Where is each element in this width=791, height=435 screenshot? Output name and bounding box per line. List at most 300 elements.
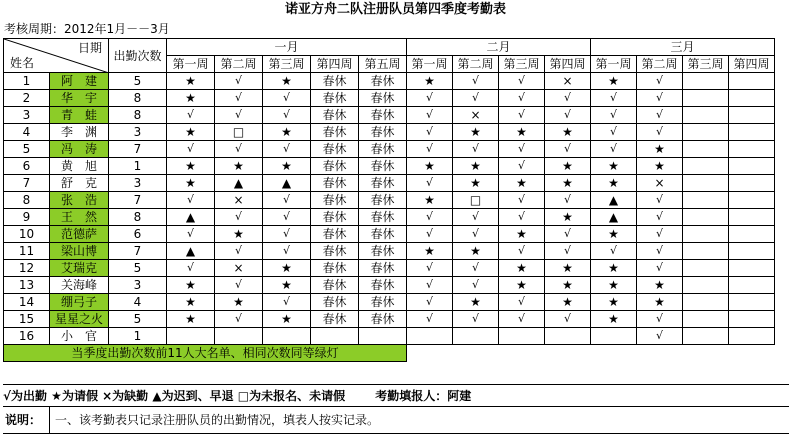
- month-feb: 二月: [407, 39, 591, 56]
- attendance-mark: [683, 90, 729, 107]
- member-name: 华 宇: [50, 90, 109, 107]
- attendance-mark: ★: [499, 175, 545, 192]
- week-header-jan-4: 第四周: [311, 56, 359, 73]
- attendance-mark: [729, 175, 775, 192]
- attendance-mark: ★: [453, 158, 499, 175]
- attendance-mark: ★: [545, 158, 591, 175]
- member-name: 艾瑞克: [50, 260, 109, 277]
- attendance-mark: √: [637, 124, 683, 141]
- attendance-mark: √: [499, 243, 545, 260]
- member-name: 阿 建: [50, 73, 109, 90]
- week-header-jan-1: 第一周: [167, 56, 215, 73]
- attendance-count: 8: [109, 90, 167, 107]
- table-row: [4, 328, 775, 345]
- attendance-mark: ★: [499, 277, 545, 294]
- attendance-mark: [683, 73, 729, 90]
- attendance-mark: √: [263, 226, 311, 243]
- sheet-title: 诺亚方舟二队注册队员第四季度考勤表: [284, 2, 506, 17]
- attendance-mark: √: [263, 294, 311, 311]
- attendance-mark: [683, 260, 729, 277]
- attendance-mark: ★: [167, 311, 215, 328]
- attendance-mark: [729, 158, 775, 175]
- attendance-mark: √: [453, 226, 499, 243]
- attendance-mark: [359, 328, 407, 345]
- attendance-mark: [311, 328, 359, 345]
- attendance-mark: 春休: [359, 209, 407, 226]
- table-row: [4, 277, 775, 294]
- attendance-mark: ★: [167, 90, 215, 107]
- attendance-mark: √: [499, 90, 545, 107]
- attendance-mark: 春休: [311, 243, 359, 260]
- attendance-mark: [263, 328, 311, 345]
- attendance-mark: ▲: [215, 175, 263, 192]
- row-number: 8: [4, 192, 50, 209]
- attendance-mark: 春休: [359, 243, 407, 260]
- attendance-mark: ★: [407, 158, 453, 175]
- attendance-count: 5: [109, 311, 167, 328]
- attendance-mark: √: [167, 226, 215, 243]
- week-header-jan-2: 第二周: [215, 56, 263, 73]
- attendance-mark: 春休: [311, 124, 359, 141]
- attendance-mark: ★: [167, 73, 215, 90]
- attendance-mark: ★: [263, 73, 311, 90]
- attendance-mark: √: [637, 73, 683, 90]
- attendance-mark: ★: [637, 158, 683, 175]
- member-name: 王 然: [50, 209, 109, 226]
- week-header-mar-4: 第四周: [729, 56, 775, 73]
- attendance-mark: [683, 158, 729, 175]
- footer-notes: [3, 406, 789, 434]
- attendance-mark: ▲: [263, 175, 311, 192]
- member-name: 小 官: [50, 328, 109, 345]
- member-name: 张 浩: [50, 192, 109, 209]
- row-number: 13: [4, 277, 50, 294]
- attendance-mark: ★: [591, 311, 637, 328]
- attendance-mark: 春休: [311, 158, 359, 175]
- attendance-mark: √: [637, 243, 683, 260]
- attendance-mark: [729, 209, 775, 226]
- attendance-count: 4: [109, 294, 167, 311]
- attendance-mark: √: [499, 107, 545, 124]
- attendance-mark: ★: [453, 124, 499, 141]
- attendance-mark: √: [637, 90, 683, 107]
- attendance-mark: √: [215, 243, 263, 260]
- attendance-mark: √: [637, 260, 683, 277]
- table-row: [4, 226, 775, 243]
- attendance-mark: 春休: [359, 141, 407, 158]
- attendance-mark: √: [591, 90, 637, 107]
- attendance-mark: 春休: [359, 277, 407, 294]
- attendance-mark: √: [407, 226, 453, 243]
- legend-text: √为出勤 ★为请假 ×为缺勤 ▲为迟到、早退 □为未报名、未请假: [3, 389, 346, 403]
- member-name: 冯 涛: [50, 141, 109, 158]
- notes-text: 一、该考勤表只记录注册队员的出勤情况，填表人按实记录。: [55, 413, 380, 427]
- attendance-mark: [683, 277, 729, 294]
- attendance-mark: [729, 294, 775, 311]
- attendance-mark: ★: [591, 277, 637, 294]
- attendance-count: 3: [109, 124, 167, 141]
- table-row: [4, 175, 775, 192]
- attendance-mark: 春休: [311, 90, 359, 107]
- attendance-mark: [683, 311, 729, 328]
- table-row: [4, 294, 775, 311]
- attendance-mark: ▲: [167, 209, 215, 226]
- header-diagonal-cell: [4, 39, 109, 73]
- attendance-count: 8: [109, 107, 167, 124]
- attendance-count: 1: [109, 328, 167, 345]
- date-label: 日期: [77, 41, 102, 55]
- attendance-mark: [683, 124, 729, 141]
- member-name: 舒 克: [50, 175, 109, 192]
- attendance-mark: √: [215, 141, 263, 158]
- attendance-mark: √: [499, 311, 545, 328]
- row-number: 3: [4, 107, 50, 124]
- table-row: [4, 124, 775, 141]
- month-mar: 三月: [591, 39, 775, 56]
- attendance-mark: ★: [263, 124, 311, 141]
- attendance-mark: [167, 328, 215, 345]
- attendance-mark: √: [591, 107, 637, 124]
- attendance-mark: ★: [591, 158, 637, 175]
- attendance-mark: ★: [167, 124, 215, 141]
- attendance-mark: [729, 90, 775, 107]
- week-header-jan-3: 第三周: [263, 56, 311, 73]
- attendance-mark: √: [407, 107, 453, 124]
- row-number: 7: [4, 175, 50, 192]
- attendance-mark: [683, 226, 729, 243]
- attendance-mark: √: [453, 277, 499, 294]
- attendance-mark: ★: [215, 226, 263, 243]
- attendance-mark: √: [407, 209, 453, 226]
- attendance-mark: √: [215, 311, 263, 328]
- week-header-jan-5: 第五周: [359, 56, 407, 73]
- attendance-mark: ★: [637, 294, 683, 311]
- table-row: [4, 73, 775, 90]
- attendance-mark: ×: [215, 260, 263, 277]
- row-number: 5: [4, 141, 50, 158]
- attendance-mark: √: [263, 107, 311, 124]
- attendance-mark: 春休: [311, 141, 359, 158]
- row-number: 2: [4, 90, 50, 107]
- attendance-mark: ★: [263, 277, 311, 294]
- attendance-mark: 春休: [359, 175, 407, 192]
- attendance-mark: [729, 311, 775, 328]
- row-number: 9: [4, 209, 50, 226]
- attendance-mark: ×: [453, 107, 499, 124]
- attendance-mark: √: [637, 226, 683, 243]
- attendance-mark: √: [591, 141, 637, 158]
- member-name: 梁山博: [50, 243, 109, 260]
- attendance-mark: [215, 328, 263, 345]
- attendance-mark: √: [499, 192, 545, 209]
- attendance-mark: ★: [591, 260, 637, 277]
- attendance-mark: 春休: [311, 260, 359, 277]
- attendance-mark: 春休: [311, 209, 359, 226]
- week-header-mar-3: 第三周: [683, 56, 729, 73]
- attendance-mark: [683, 141, 729, 158]
- attendance-mark: [729, 243, 775, 260]
- attendance-mark: √: [545, 243, 591, 260]
- attendance-mark: √: [407, 294, 453, 311]
- month-jan: 一月: [167, 39, 407, 56]
- attendance-mark: ★: [215, 294, 263, 311]
- attendance-mark: [407, 328, 453, 345]
- member-name: 关海峰: [50, 277, 109, 294]
- attendance-mark: [729, 328, 775, 345]
- table-row: [4, 209, 775, 226]
- attendance-mark: ▲: [591, 192, 637, 209]
- attendance-mark: √: [499, 158, 545, 175]
- member-name: 青 蛙: [50, 107, 109, 124]
- member-name: 星星之火: [50, 311, 109, 328]
- attendance-mark: ★: [591, 73, 637, 90]
- attendance-mark: 春休: [359, 192, 407, 209]
- row-number: 4: [4, 124, 50, 141]
- attendance-count: 7: [109, 141, 167, 158]
- attendance-mark: [545, 328, 591, 345]
- attendance-mark: 春休: [359, 260, 407, 277]
- attendance-mark: [453, 328, 499, 345]
- attendance-mark: √: [407, 260, 453, 277]
- attendance-count: 1: [109, 158, 167, 175]
- count-header: 出勤次数: [109, 39, 167, 73]
- row-number: 14: [4, 294, 50, 311]
- attendance-mark: [729, 73, 775, 90]
- attendance-mark: [729, 260, 775, 277]
- attendance-mark: ★: [453, 243, 499, 260]
- attendance-mark: ★: [545, 175, 591, 192]
- attendance-mark: √: [637, 209, 683, 226]
- attendance-mark: √: [407, 141, 453, 158]
- attendance-count: 3: [109, 175, 167, 192]
- attendance-mark: √: [453, 260, 499, 277]
- attendance-mark: √: [407, 175, 453, 192]
- attendance-mark: ▲: [591, 209, 637, 226]
- attendance-mark: 春休: [359, 294, 407, 311]
- attendance-mark: ★: [453, 294, 499, 311]
- attendance-mark: ★: [591, 175, 637, 192]
- table-row: [4, 141, 775, 158]
- attendance-mark: ★: [263, 311, 311, 328]
- attendance-mark: √: [591, 243, 637, 260]
- attendance-mark: [591, 328, 637, 345]
- attendance-mark: √: [263, 141, 311, 158]
- attendance-mark: [683, 175, 729, 192]
- week-header-mar-1: 第一周: [591, 56, 637, 73]
- member-name: 绷弓子: [50, 294, 109, 311]
- attendance-mark: ★: [263, 260, 311, 277]
- member-name: 黄 旭: [50, 158, 109, 175]
- attendance-mark: √: [263, 90, 311, 107]
- attendance-mark: 春休: [311, 107, 359, 124]
- attendance-mark: √: [263, 192, 311, 209]
- reporter-label: 考勤填报人：阿建: [375, 389, 472, 403]
- attendance-mark: √: [453, 73, 499, 90]
- attendance-mark: √: [453, 209, 499, 226]
- attendance-mark: [683, 328, 729, 345]
- attendance-count: 8: [109, 209, 167, 226]
- attendance-mark: √: [407, 277, 453, 294]
- row-number: 6: [4, 158, 50, 175]
- attendance-mark: ★: [499, 260, 545, 277]
- attendance-mark: √: [637, 107, 683, 124]
- attendance-mark: ★: [407, 192, 453, 209]
- attendance-mark: ★: [167, 277, 215, 294]
- attendance-mark: ★: [263, 158, 311, 175]
- attendance-mark: [499, 328, 545, 345]
- attendance-mark: √: [591, 124, 637, 141]
- attendance-mark: [729, 226, 775, 243]
- attendance-mark: [683, 243, 729, 260]
- table-row: [4, 90, 775, 107]
- member-name: 范德萨: [50, 226, 109, 243]
- attendance-mark: √: [545, 90, 591, 107]
- attendance-mark: ★: [167, 294, 215, 311]
- attendance-mark: 春休: [359, 226, 407, 243]
- table-row: [4, 311, 775, 328]
- attendance-mark: ★: [215, 158, 263, 175]
- attendance-mark: ★: [545, 277, 591, 294]
- attendance-mark: [683, 192, 729, 209]
- attendance-mark: √: [499, 73, 545, 90]
- attendance-mark: √: [545, 192, 591, 209]
- attendance-mark: ★: [453, 175, 499, 192]
- attendance-mark: √: [215, 209, 263, 226]
- attendance-mark: ×: [215, 192, 263, 209]
- attendance-mark: 春休: [311, 73, 359, 90]
- attendance-mark: [683, 107, 729, 124]
- period-label: 考核周期：2012年1月－－3月: [4, 22, 170, 36]
- attendance-count: 6: [109, 226, 167, 243]
- attendance-mark: [729, 107, 775, 124]
- highlight-note: 当季度出勤次数前11人大名单、相同次数同等绿灯: [4, 345, 407, 362]
- attendance-mark: √: [637, 311, 683, 328]
- notes-label: 说明：: [5, 407, 50, 433]
- attendance-mark: 春休: [311, 311, 359, 328]
- attendance-mark: √: [545, 311, 591, 328]
- attendance-mark: √: [545, 107, 591, 124]
- attendance-mark: ×: [637, 175, 683, 192]
- attendance-mark: √: [637, 328, 683, 345]
- attendance-mark: √: [215, 90, 263, 107]
- attendance-mark: √: [407, 90, 453, 107]
- attendance-mark: √: [453, 90, 499, 107]
- row-number: 11: [4, 243, 50, 260]
- attendance-mark: 春休: [311, 175, 359, 192]
- week-header-mar-2: 第二周: [637, 56, 683, 73]
- attendance-mark: √: [453, 311, 499, 328]
- attendance-mark: [729, 124, 775, 141]
- attendance-mark: ★: [637, 141, 683, 158]
- row-number: 12: [4, 260, 50, 277]
- attendance-count: 7: [109, 192, 167, 209]
- attendance-mark: √: [453, 141, 499, 158]
- table-row: [4, 243, 775, 260]
- row-number: 15: [4, 311, 50, 328]
- attendance-mark: ★: [167, 175, 215, 192]
- attendance-mark: 春休: [311, 226, 359, 243]
- attendance-mark: 春休: [359, 158, 407, 175]
- attendance-count: 7: [109, 243, 167, 260]
- attendance-mark: ▲: [167, 243, 215, 260]
- attendance-mark: √: [637, 192, 683, 209]
- attendance-mark: √: [407, 311, 453, 328]
- attendance-mark: 春休: [359, 73, 407, 90]
- attendance-mark: [683, 294, 729, 311]
- attendance-mark: [729, 192, 775, 209]
- attendance-mark: ★: [545, 260, 591, 277]
- week-header-feb-4: 第四周: [545, 56, 591, 73]
- attendance-mark: √: [499, 294, 545, 311]
- attendance-mark: ★: [591, 226, 637, 243]
- attendance-mark: √: [263, 243, 311, 260]
- attendance-mark: 春休: [359, 311, 407, 328]
- attendance-mark: [683, 209, 729, 226]
- attendance-mark: √: [499, 209, 545, 226]
- week-header-feb-3: 第三周: [499, 56, 545, 73]
- attendance-mark: 春休: [359, 107, 407, 124]
- table-row: [4, 158, 775, 175]
- attendance-mark: √: [215, 277, 263, 294]
- attendance-mark: √: [167, 260, 215, 277]
- attendance-mark: ★: [407, 243, 453, 260]
- attendance-mark: √: [545, 141, 591, 158]
- attendance-mark: √: [167, 192, 215, 209]
- legend-bar: [3, 384, 789, 407]
- attendance-mark: √: [167, 107, 215, 124]
- attendance-mark: 春休: [311, 277, 359, 294]
- name-label: 姓名: [10, 56, 35, 70]
- attendance-mark: □: [453, 192, 499, 209]
- attendance-mark: [729, 277, 775, 294]
- attendance-mark: √: [499, 141, 545, 158]
- row-number: 16: [4, 328, 50, 345]
- table-row: [4, 192, 775, 209]
- attendance-count: 5: [109, 260, 167, 277]
- attendance-mark: 春休: [311, 192, 359, 209]
- attendance-mark: ★: [591, 294, 637, 311]
- attendance-mark: √: [263, 209, 311, 226]
- attendance-mark: √: [407, 124, 453, 141]
- attendance-mark: ★: [407, 73, 453, 90]
- attendance-mark: □: [215, 124, 263, 141]
- attendance-mark: ★: [545, 124, 591, 141]
- attendance-mark: 春休: [311, 294, 359, 311]
- attendance-count: 3: [109, 277, 167, 294]
- row-number: 10: [4, 226, 50, 243]
- attendance-mark: √: [545, 226, 591, 243]
- member-name: 李 渊: [50, 124, 109, 141]
- attendance-mark: [729, 141, 775, 158]
- attendance-count: 5: [109, 73, 167, 90]
- attendance-mark: ★: [637, 277, 683, 294]
- week-header-feb-2: 第二周: [453, 56, 499, 73]
- table-row: [4, 107, 775, 124]
- attendance-mark: ×: [545, 73, 591, 90]
- attendance-mark: √: [215, 107, 263, 124]
- attendance-mark: ★: [167, 158, 215, 175]
- table-row: [4, 260, 775, 277]
- attendance-mark: ★: [499, 226, 545, 243]
- attendance-mark: 春休: [359, 90, 407, 107]
- attendance-mark: √: [167, 141, 215, 158]
- attendance-mark: √: [215, 73, 263, 90]
- attendance-table: [3, 38, 775, 362]
- attendance-mark: 春休: [359, 124, 407, 141]
- row-number: 1: [4, 73, 50, 90]
- attendance-mark: ★: [499, 124, 545, 141]
- attendance-mark: ★: [545, 209, 591, 226]
